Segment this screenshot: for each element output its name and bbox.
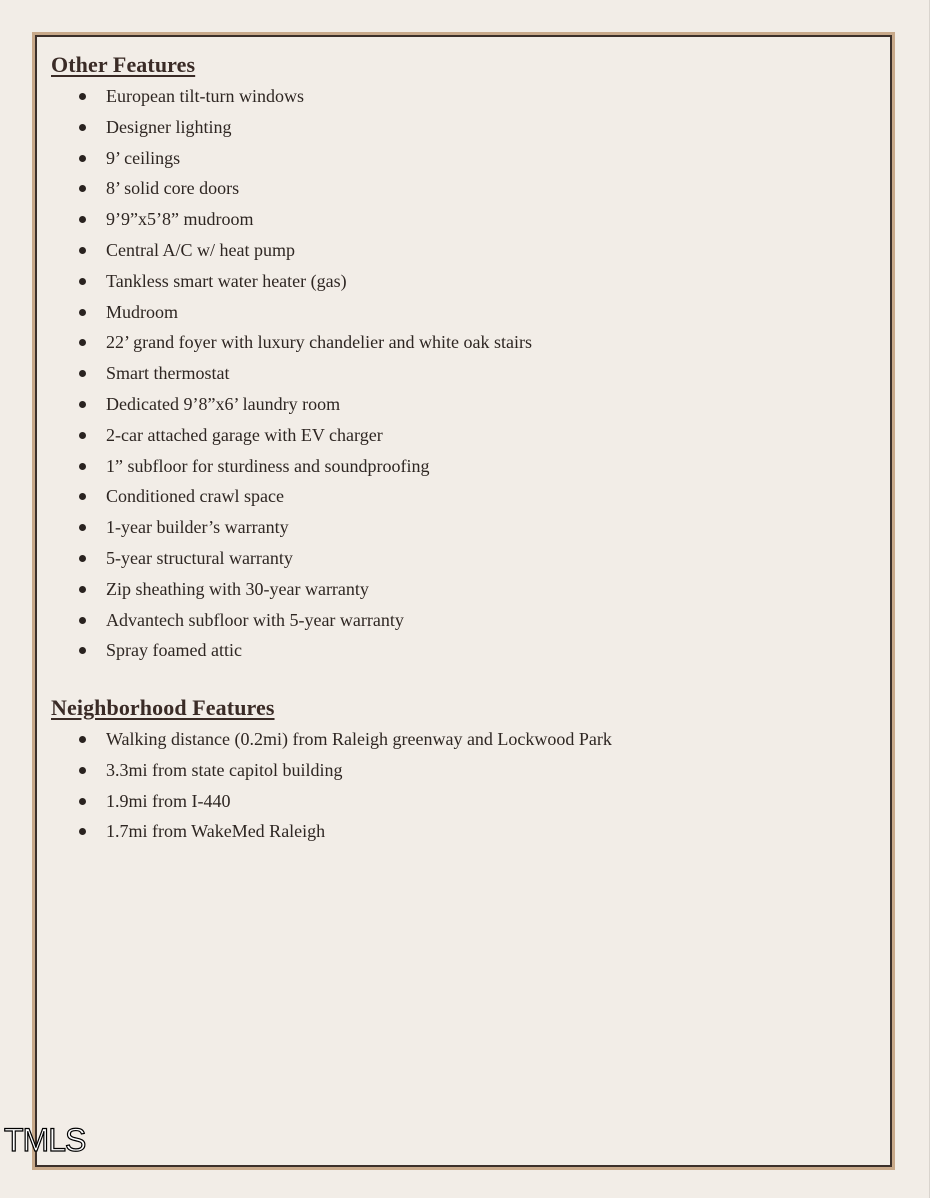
bullet-icon [79, 767, 86, 774]
bullet-icon [79, 93, 86, 100]
other-feature-item [37, 85, 532, 116]
other-feature-item [37, 547, 532, 578]
bullet-icon [79, 432, 86, 439]
bullet-icon [79, 216, 86, 223]
other-feature-item [37, 147, 532, 178]
other-feature-item [37, 516, 532, 547]
other-features-list [37, 85, 532, 670]
mls-watermark: TMLS [4, 1122, 86, 1158]
feature-text: Conditioned crawl space [106, 486, 284, 507]
other-feature-item [37, 331, 532, 362]
feature-text: 2-car attached garage with EV charger [106, 424, 383, 445]
feature-text: 9’9”x5’8” mudroom [106, 209, 254, 230]
bullet-icon [79, 647, 86, 654]
bullet-icon [79, 370, 86, 377]
bullet-icon [79, 247, 86, 254]
feature-text: Central A/C w/ heat pump [106, 239, 295, 260]
feature-text: 1.7mi from WakeMed Raleigh [106, 821, 326, 842]
bullet-icon [79, 309, 86, 316]
bullet-icon [79, 124, 86, 131]
feature-text: Zip sheathing with 30-year warranty [106, 578, 369, 599]
feature-text: 22’ grand foyer with luxury chandelier and white oak stairs [106, 332, 533, 353]
other-feature-item [37, 301, 532, 332]
neighborhood-features-heading: Neighborhood Features [51, 695, 275, 720]
other-feature-item [37, 239, 532, 270]
document-frame-inner [35, 35, 892, 1167]
other-feature-item [37, 609, 532, 640]
other-feature-item [37, 208, 532, 239]
other-feature-item [37, 177, 532, 208]
feature-text: European tilt-turn windows [106, 86, 304, 106]
bullet-icon [79, 185, 86, 192]
other-feature-item [37, 639, 532, 670]
feature-text: Designer lighting [106, 116, 232, 137]
neighborhood-feature-item [37, 820, 612, 851]
bullet-icon [79, 493, 86, 500]
neighborhood-features-list [37, 728, 612, 851]
feature-text: Spray foamed attic [106, 640, 242, 661]
bullet-icon [79, 736, 86, 743]
bullet-icon [79, 586, 86, 593]
feature-text: Mudroom [106, 301, 178, 322]
neighborhood-feature-item [37, 759, 612, 790]
feature-text: 1-year builder’s warranty [106, 517, 289, 538]
bullet-icon [79, 339, 86, 346]
bullet-icon [79, 798, 86, 805]
bullet-icon [79, 524, 86, 531]
feature-text: 5-year structural warranty [106, 547, 293, 568]
feature-text: 3.3mi from state capitol building [106, 759, 343, 780]
bullet-icon [79, 828, 86, 835]
other-features-heading: Other Features [51, 52, 196, 77]
feature-text: Tankless smart water heater (gas) [106, 270, 347, 291]
bullet-icon [79, 463, 86, 470]
feature-text: 1” subfloor for sturdiness and soundproofing [106, 455, 430, 476]
document-frame [32, 32, 895, 1170]
bullet-icon [79, 155, 86, 162]
feature-text: Walking distance (0.2mi) from Raleigh greenway and Lockwood Park [106, 729, 612, 749]
bullet-icon [79, 278, 86, 285]
feature-text: Advantech subfloor with 5-year warranty [106, 609, 404, 630]
other-feature-item [37, 578, 532, 609]
other-feature-item [37, 362, 532, 393]
feature-text: 8’ solid core doors [106, 178, 240, 199]
feature-text: Smart thermostat [106, 363, 230, 384]
page-edge [929, 0, 936, 1198]
other-feature-item [37, 485, 532, 516]
other-feature-item [37, 393, 532, 424]
bullet-icon [79, 555, 86, 562]
other-feature-item [37, 270, 532, 301]
feature-text: 1.9mi from I-440 [106, 790, 231, 811]
feature-text: 9’ ceilings [106, 147, 181, 168]
neighborhood-feature-item [37, 728, 612, 759]
other-feature-item [37, 455, 532, 486]
feature-text: Dedicated 9’8”x6’ laundry room [106, 393, 341, 414]
other-feature-item [37, 424, 532, 455]
bullet-icon [79, 401, 86, 408]
neighborhood-feature-item [37, 790, 612, 821]
other-feature-item [37, 116, 532, 147]
bullet-icon [79, 617, 86, 624]
